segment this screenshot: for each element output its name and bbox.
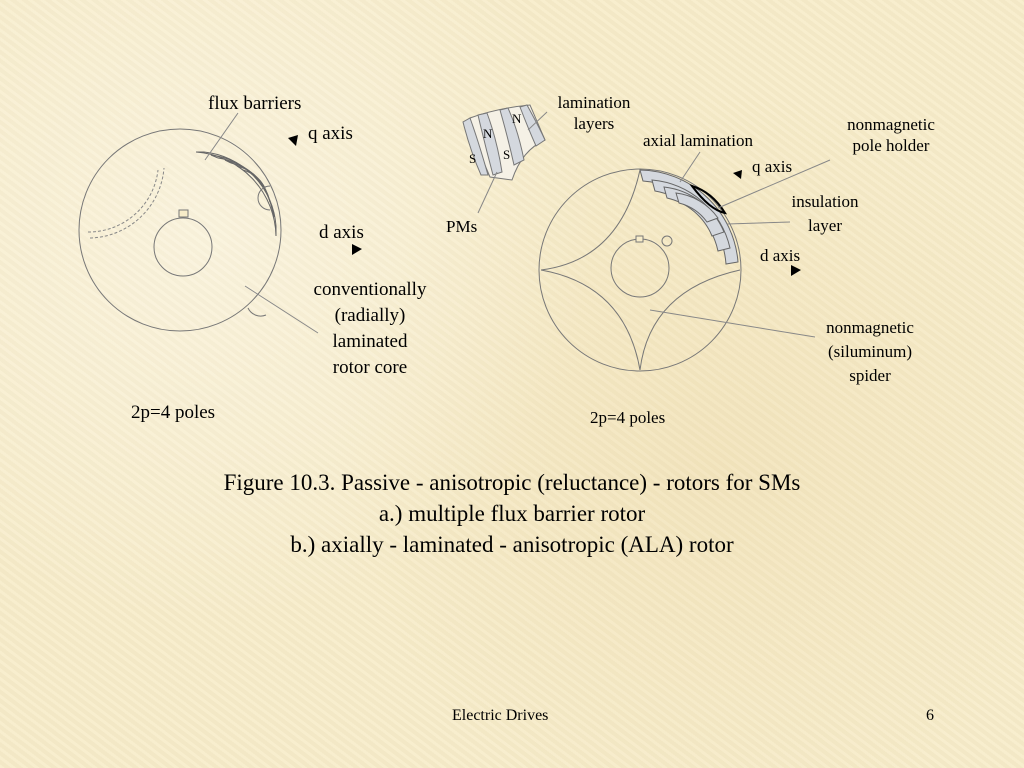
spider-line-3: spider: [849, 366, 891, 385]
lamination-layers-label: [544, 92, 644, 134]
d-axis-label-a: d axis: [319, 222, 364, 243]
pm-label-s1: S: [469, 151, 477, 166]
insulation-layer-line-2: layer: [808, 216, 842, 235]
d-axis-label-b: d axis: [760, 246, 801, 265]
d-axis-marker-a: [352, 244, 362, 255]
rotor-core-line-4: rotor core: [332, 357, 408, 378]
insulation-layer-line-1: insulation: [791, 192, 859, 211]
rotor-core-line-1: conventionally: [313, 279, 427, 300]
rotor-b-shaft: [611, 239, 669, 297]
rotor-core-line-3: laminated: [332, 331, 408, 352]
rotor-core-label: [290, 279, 450, 379]
rotor-b-keyway: [636, 236, 643, 242]
axial-lamination-label: axial lamination: [643, 131, 753, 150]
flux-barriers-leader: [205, 113, 238, 160]
rotor-a-outline: [79, 129, 281, 331]
q-axis-label-b: q axis: [752, 157, 793, 176]
lamination-layers-line-2: layers: [573, 114, 615, 133]
pole-holder-label: [826, 114, 956, 156]
dashed-barrier-arcs: [88, 168, 164, 238]
flux-barrier-arcs: [196, 152, 276, 236]
q-axis-marker-b: [733, 170, 742, 179]
spider-leader: [650, 310, 815, 337]
spider-label: [806, 317, 934, 386]
pms-leader: [478, 172, 497, 213]
q-axis-label-a: q axis: [308, 123, 353, 144]
pole-holder-line-1: nonmagnetic: [847, 115, 935, 134]
pms-label: PMs: [446, 217, 478, 236]
insulation-layer-label: [772, 191, 878, 236]
spider-line-1: nonmagnetic: [826, 318, 914, 337]
rotor-a-keyway: [179, 210, 188, 217]
rotor-b-small-hole: [662, 236, 672, 246]
rotor-b-outline: [539, 169, 741, 371]
spider-line-2: (siluminum): [827, 342, 913, 361]
caption-line-2: a.) multiple flux barrier rotor: [378, 501, 646, 526]
q-axis-marker-a: [288, 135, 298, 146]
flux-barriers-label: flux barriers: [208, 93, 302, 114]
d-axis-marker-b: [791, 265, 801, 276]
poles-label-b: 2p=4 poles: [590, 408, 666, 427]
pm-label-n1: N: [512, 111, 522, 126]
caption-line-3: b.) axially - laminated - anisotropic (ALA) rotor: [290, 532, 734, 557]
axial-lamination-leader: [680, 152, 700, 182]
pole-holder-line-2: pole holder: [852, 136, 930, 155]
lamination-layers-line-1: lamination: [557, 93, 631, 112]
figure-caption: [0, 467, 1024, 560]
pm-label-s2: S: [503, 147, 511, 162]
rotor-core-line-2: (radially): [334, 305, 406, 326]
poles-label-a: 2p=4 poles: [131, 402, 216, 423]
pm-label-n2: N: [483, 126, 493, 141]
footer-title: Electric Drives: [452, 707, 549, 724]
rotor-a-shaft: [154, 218, 212, 276]
page-number: 6: [926, 707, 934, 724]
caption-line-1: Figure 10.3. Passive - anisotropic (reluctance) - rotors for SMs: [223, 470, 801, 495]
flux-barrier-rotor: [79, 113, 318, 333]
axial-lamination-bands: [640, 170, 738, 264]
